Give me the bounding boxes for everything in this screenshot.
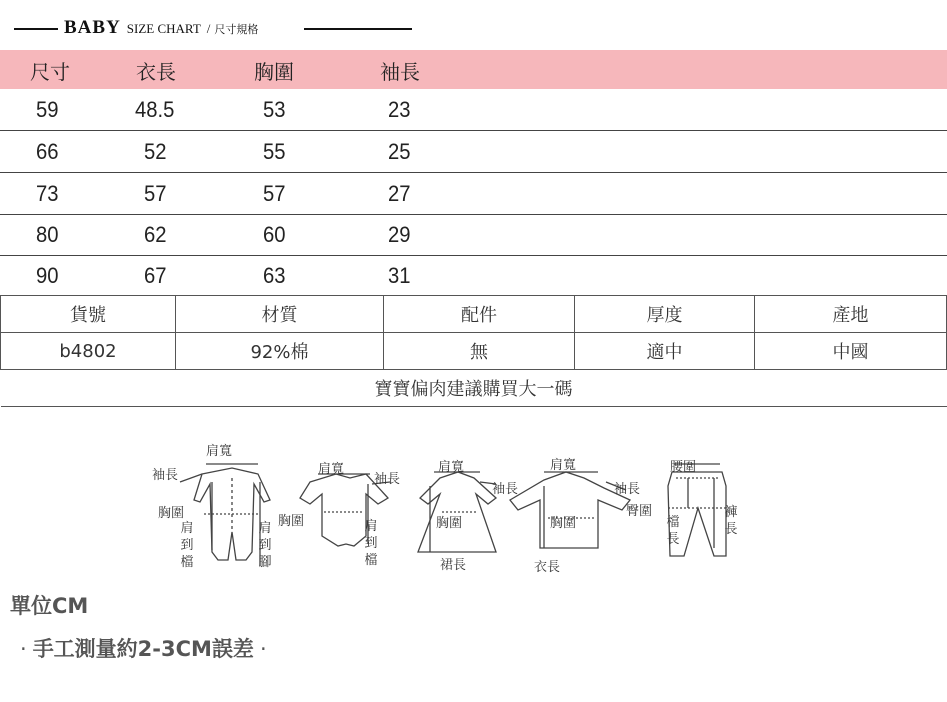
cell-size: 73 [36, 181, 59, 206]
cell-chest: 55 [263, 139, 286, 164]
cell-length: 62 [144, 222, 167, 247]
pants-waist-label: 腰圍 [670, 460, 697, 475]
cell-chest: 60 [263, 222, 286, 247]
cell-length: 52 [144, 139, 167, 164]
dress-shoulder-label: 肩寬 [438, 460, 465, 475]
dress-skirt-label: 裙長 [440, 558, 467, 573]
table-row [0, 214, 947, 256]
cell-length: 48.5 [135, 97, 175, 122]
cell-sleeve: 25 [388, 139, 411, 164]
remark-text: 手工測量約2-3CM誤差 [32, 637, 254, 661]
cell-sleeve: 29 [388, 222, 411, 247]
dress-sleeve-label: 袖長 [492, 482, 519, 497]
dress-chest-label: 胸圍 [436, 516, 463, 531]
chart-title [0, 14, 947, 44]
pants-hip-label: 臀圍 [626, 504, 653, 519]
info-value-material: 92%棉 [176, 333, 384, 370]
product-info-table [0, 295, 947, 407]
bodysuit-chest-label: 胸圍 [278, 514, 305, 529]
header-size: 尺寸 [30, 60, 70, 84]
title-chart: SIZE CHART [126, 21, 201, 36]
info-header-material: 材質 [176, 296, 384, 333]
table-row [0, 255, 947, 296]
size-advice-note: 寶寶偏肉建議購買大一碼 [1, 370, 947, 407]
header-chest: 胸圍 [254, 60, 294, 84]
cell-size: 66 [36, 139, 59, 164]
top-sleeve-label: 袖長 [614, 482, 641, 497]
info-header-code: 貨號 [1, 296, 176, 333]
title-left-rule [14, 28, 58, 30]
remark-bullet-left: · [20, 637, 27, 661]
cell-sleeve: 23 [388, 97, 411, 122]
cell-length: 67 [144, 263, 167, 288]
size-table-header [0, 50, 947, 89]
cell-chest: 63 [263, 263, 286, 288]
measurement-remark [14, 633, 273, 663]
top-chest-label: 胸圍 [550, 516, 577, 531]
title-brand: BABY [64, 17, 121, 38]
cell-chest: 57 [263, 181, 286, 206]
romper-chest-label: 胸圍 [158, 506, 185, 521]
info-value-row [1, 333, 947, 370]
table-row [0, 89, 947, 131]
info-note-row [1, 370, 947, 407]
info-value-code: b4802 [1, 333, 176, 370]
info-value-thickness: 適中 [575, 333, 755, 370]
romper-foot-label: 肩到腳 [258, 521, 272, 570]
romper-shoulder-label: 肩寬 [206, 444, 233, 459]
cell-sleeve: 31 [388, 263, 411, 288]
cell-length: 57 [144, 181, 167, 206]
romper-sleeve-label: 袖長 [152, 468, 179, 483]
bodysuit-shoulder-label: 肩寬 [318, 462, 345, 477]
top-outline [510, 472, 630, 548]
remark-bullet-right: · [259, 637, 267, 661]
unit-label: 單位CM [10, 594, 89, 618]
bodysuit-crotch-label: 肩到檔 [364, 519, 378, 568]
top-shoulder-label: 肩寬 [550, 458, 577, 473]
romper-sleeve-line [180, 474, 202, 482]
info-value-accessory: 無 [384, 333, 575, 370]
title-right-rule [304, 28, 412, 30]
title-text [64, 17, 258, 39]
title-separator: / [206, 21, 211, 36]
info-header-thickness: 厚度 [575, 296, 755, 333]
info-header-row [1, 296, 947, 333]
cell-size: 59 [36, 97, 59, 122]
info-value-origin: 中國 [755, 333, 947, 370]
table-row [0, 173, 947, 215]
measurement-diagram [140, 438, 760, 583]
cell-size: 80 [36, 222, 59, 247]
top-length-label: 衣長 [534, 560, 561, 575]
cell-chest: 53 [263, 97, 286, 122]
info-header-accessory: 配件 [384, 296, 575, 333]
pants-length-label: 褲長 [724, 505, 738, 537]
cell-sleeve: 27 [388, 181, 411, 206]
info-header-origin: 產地 [755, 296, 947, 333]
header-length: 衣長 [136, 60, 176, 84]
bodysuit-sleeve-label: 袖長 [374, 472, 401, 487]
title-chart-cn: 尺寸規格 [214, 23, 259, 36]
cell-size: 90 [36, 263, 59, 288]
header-sleeve: 袖長 [380, 60, 420, 84]
table-row [0, 131, 947, 173]
romper-crotch-label: 肩到檔 [180, 521, 194, 570]
pants-crotch-label: 檔長 [666, 515, 680, 547]
